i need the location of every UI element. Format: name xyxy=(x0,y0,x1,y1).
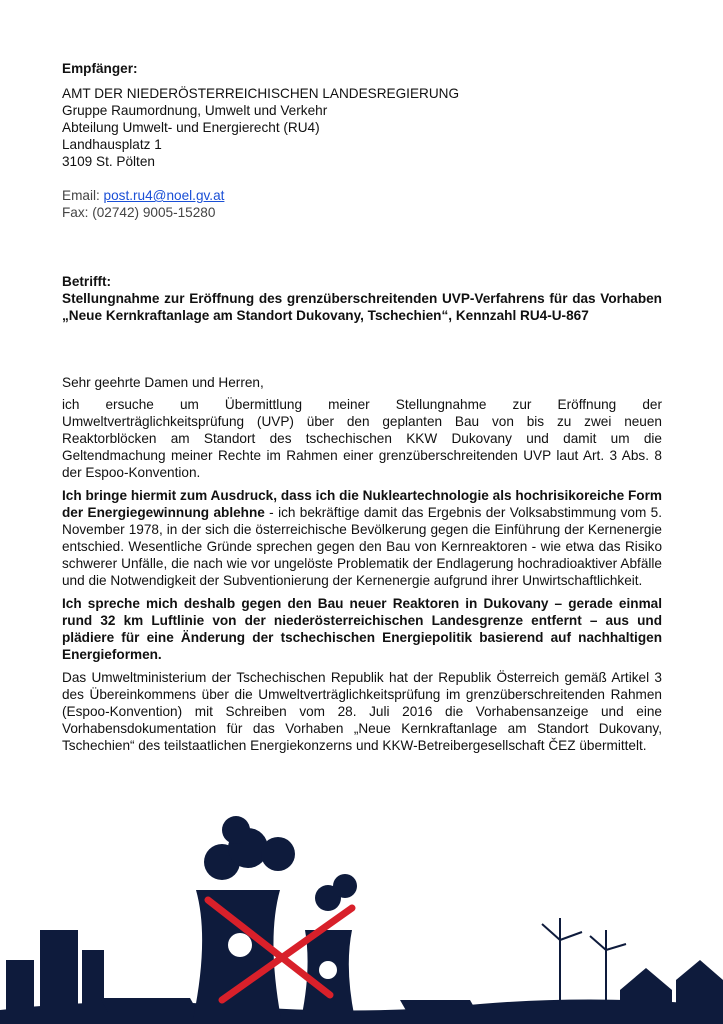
radiation-symbol-small xyxy=(319,961,337,979)
smoke-puff-4 xyxy=(222,816,250,844)
building-left-3 xyxy=(82,950,104,1024)
cooling-tower-large xyxy=(192,890,282,1024)
building-left-1 xyxy=(6,960,34,1024)
recipient-line-1: AMT DER NIEDERÖSTERREICHISCHEN LANDESREGIERUNG xyxy=(62,86,460,101)
fax-line: Fax: (02742) 9005-15280 xyxy=(62,205,216,220)
smoke-puff-3 xyxy=(261,837,295,871)
recipient-label: Empfänger: xyxy=(62,61,138,76)
paragraph-4: Das Umweltministerium der Tschechischen Republik hat der Republik Österreich gemäß Artikel 3 des Übereinkommens über die Umweltverträglichkeitsprüfung im grenzüberschreitenden Rahmen (Espoo-Konvention) mit Schreiben vom 28. Juli 2016 die Vorhabensanzeige und eine Vorhabensdokumentation für das Vorhaben „Neue Kernkraftanlage am Standort Dukovany, Tschechien“ des teilstaatlichen Energiekonzerns und KKW-Betreibergesellschaft ČEZ übermittelt. xyxy=(62,670,662,753)
salutation: Sehr geehrte Damen und Herren, xyxy=(62,375,264,390)
building-left-2 xyxy=(40,930,78,1024)
solar-panel-right xyxy=(400,1000,478,1014)
smoke-puff-6 xyxy=(333,874,357,898)
house-right-1 xyxy=(620,968,672,1024)
paragraph-1: ich ersuche um Übermittlung meiner Stellungnahme zur Eröffnung der Umweltverträglichkeitsprüfung (UVP) über den geplanten Bau von bis zu zwei neuen Reaktorblöcken am Standort des tschechischen KKW Dukovany und damit um die Geltendmachung meiner Rechte im Rahmen einer grenzüberschreitenden UVP laut Art. 3 Abs. 8 der Espoo-Konvention. xyxy=(62,397,662,480)
subject-text: Stellungnahme zur Eröffnung des grenzüberschreitenden UVP-Verfahrens für das Vorhaben „Neue Kernkraftanlage am Standort Dukovany, Tschechien“, Kennzahl RU4-U-867 xyxy=(62,291,662,323)
letter-body xyxy=(62,60,662,760)
recipient-line-4: Landhausplatz 1 xyxy=(62,137,162,152)
recipient-line-3: Abteilung Umwelt- und Energierecht (RU4) xyxy=(62,120,320,135)
email-link[interactable]: post.ru4@noel.gv.at xyxy=(103,188,225,203)
paragraph-2 xyxy=(62,487,662,589)
house-right-2 xyxy=(676,960,723,1024)
anti-nuclear-illustration xyxy=(0,800,723,1024)
email-label: Email: xyxy=(62,188,104,203)
paragraph-2-emphasis: Ich bringe hiermit zum Ausdruck, dass ich die Nukleartechnologie als hochrisikoreiche Form der Energiegewinnung ablehne xyxy=(62,488,662,520)
subject-label: Betrifft: xyxy=(62,274,112,289)
skyline-silhouette xyxy=(0,816,723,1024)
recipient-line-2: Gruppe Raumordnung, Umwelt und Verkehr xyxy=(62,103,328,118)
recipient-line-5: 3109 St. Pölten xyxy=(62,154,155,169)
email-line xyxy=(62,187,662,204)
solar-panel-left xyxy=(100,998,198,1012)
paragraph-2-rest: - ich bekräftige damit das Ergebnis der Volksabstimmung vom 5. November 1978, in der sich die österreichische Bevölkerung gegen die Einführung der Kernenergie entschied. Wesentliche Gründe sprechen gegen den Bau von Kernreaktoren - wie etwa das Risiko schwerer Unfälle, die nach wie vor ungelöste Problematik der Endlagerung hochradioaktiver Abfälle und die Notwendigkeit der Subventionierung der Kernenergie aufgrund ihrer Unwirtschaftlichkeit. xyxy=(62,505,662,588)
radiation-symbol-large xyxy=(228,933,252,957)
paragraph-3: Ich spreche mich deshalb gegen den Bau neuer Reaktoren in Dukovany – gerade einmal rund 32 km Luftlinie von der niederösterreichischen Landesgrenze entfernt – aus und plädiere für eine Änderung der tschechischen Energiepolitik basierend auf nachhaltigen Energieformen. xyxy=(62,596,662,662)
